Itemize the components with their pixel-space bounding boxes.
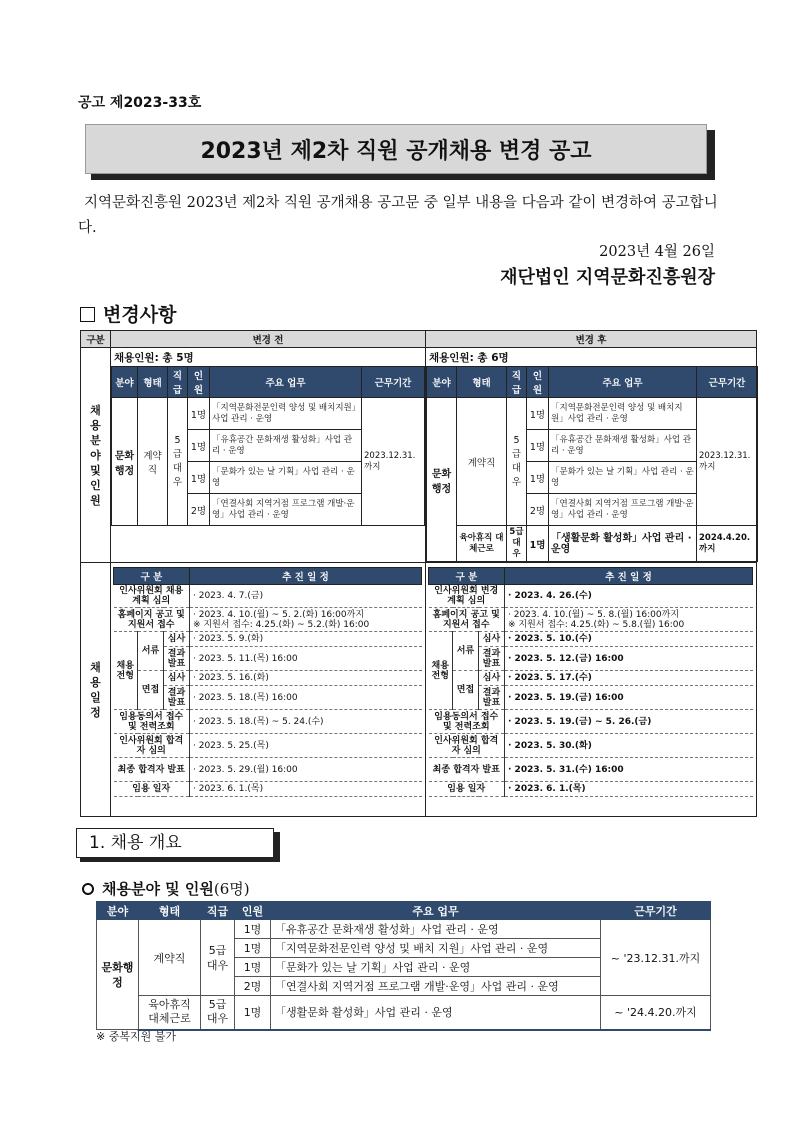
b-announce: · 2023. 4. 10.(월) ~ 5. 2.(화) 16:00까지 — [193, 609, 365, 620]
b-pass-label: 인사위원회 합격자 심의 — [114, 734, 190, 758]
intro-paragraph: 지역문화진흥원 2023년 제2차 직원 공개채용 공고문 중 일부 내용을 다음과 같이 변경하여 공고합니다. — [78, 195, 718, 236]
after-schedule-table — [428, 567, 753, 797]
b-doc-result-label: 결과발표 — [164, 647, 190, 671]
ov-count-2: 1명 — [235, 939, 271, 958]
b-int-review: · 2023. 5. 16.(화) — [190, 671, 422, 686]
b-doc-review-label: 심사 — [164, 632, 190, 647]
b-appoint: · 2023. 6. 1.(목) — [190, 782, 422, 797]
before-sched-h2: 추 진 일 정 — [190, 568, 422, 585]
b-doc-result: · 2023. 5. 11.(목) 16:00 — [190, 647, 422, 671]
b-consent: · 2023. 5. 18.(목) ~ 5. 24.(수) — [190, 710, 422, 734]
a-doc-review-label: 심사 — [479, 632, 505, 647]
ov-count-4: 2명 — [235, 977, 271, 996]
after-count-3: 1명 — [527, 462, 549, 494]
after-type: 계약직 — [457, 398, 507, 526]
ov-extra-count: 1명 — [235, 996, 271, 1030]
ov-extra-task: 「생활문화 활성화」사업 관리 · 운영 — [271, 996, 601, 1030]
row-label-schedule-text: 채용일정 — [90, 660, 101, 719]
row-label-recruit-text: 채용분야 및 인원 — [90, 403, 101, 507]
after-field: 문화행정 — [427, 398, 457, 562]
after-sched-h2: 추 진 일 정 — [505, 568, 753, 585]
ov-grade: 5급대우 — [201, 920, 235, 996]
b-committee: · 2023. 4. 7.(금) — [190, 585, 422, 608]
added-grade: 5급대우 — [507, 526, 527, 562]
before-task-1: 「지역문화전문인력 양성 및 배치지원」사업 관리 · 운영 — [210, 398, 362, 430]
row-label-recruit — [81, 348, 111, 563]
ov-period: ~ '23.12.31.까지 — [601, 920, 711, 996]
section1-subheading — [82, 878, 250, 899]
after-recruit-cell — [426, 348, 757, 563]
h-field-after: 분야 — [427, 367, 457, 398]
a-committee-label: 인사위원회 변경계획 심의 — [429, 585, 505, 608]
after-count-2: 1명 — [527, 430, 549, 462]
a-pass: · 2023. 5. 30.(화) — [505, 734, 753, 758]
footnote: ※ 중복지원 불가 — [96, 1030, 176, 1043]
before-field: 문화행정 — [112, 398, 138, 526]
title-banner — [85, 124, 715, 180]
document-title: 2023년 제2차 직원 공개채용 변경 공고 — [85, 124, 707, 174]
ov-h-field: 분야 — [97, 902, 139, 920]
ov-count-3: 1명 — [235, 958, 271, 977]
h-type: 형태 — [138, 367, 168, 398]
before-task-4: 「연결사회 지역거점 프로그램 개발·운영」사업 관리 · 운영 — [210, 494, 362, 526]
a-appoint: · 2023. 6. 1.(목) — [505, 782, 753, 797]
changes-heading-text: 변경사항 — [103, 304, 177, 326]
b-int-result: · 2023. 5. 18.(목) 16:00 — [190, 686, 422, 710]
a-int-review-label: 심사 — [479, 671, 505, 686]
ov-task-4: 「연결사회 지역거점 프로그램 개발·운영」사업 관리 · 운영 — [271, 977, 601, 996]
issuer-name: 재단법인 지역문화진흥원장 — [500, 267, 715, 288]
a-consent: · 2023. 5. 19.(금) ~ 5. 26.(금) — [505, 710, 753, 734]
changes-table — [80, 330, 757, 817]
section1-title: 1. 채용 개요 — [76, 828, 274, 858]
a-final-label: 최종 합격자 발표 — [429, 758, 505, 782]
before-recruit-count: 채용인원: 총 5명 — [114, 352, 194, 364]
h-task-after: 주요 업무 — [549, 367, 697, 398]
a-announce: · 2023. 4. 10.(월) ~ 5. 8.(월) 16:00까지 — [508, 609, 680, 620]
before-count-4: 2명 — [188, 494, 210, 526]
h-field: 분야 — [112, 367, 138, 398]
ov-h-period: 근무기간 — [601, 902, 711, 920]
col-before: 변경 전 — [111, 331, 426, 348]
a-committee: · 2023. 4. 26.(수) — [505, 585, 753, 608]
before-schedule-cell — [111, 563, 426, 817]
ov-extra-type: 육아휴직 대체근로 — [139, 996, 201, 1030]
before-count-3: 1명 — [188, 462, 210, 494]
a-doc-review: · 2023. 5. 10.(수) — [505, 632, 753, 647]
after-task-3: 「문화가 있는 날 기획」사업 관리 · 운영 — [549, 462, 697, 494]
a-pass-label: 인사위원회 합격자 심의 — [429, 734, 505, 758]
b-int-review-label: 심사 — [164, 671, 190, 686]
changes-heading — [80, 300, 176, 327]
overview-table — [96, 901, 711, 1031]
b-committee-label: 인사위원회 채용계획 심의 — [114, 585, 190, 608]
before-task-2: 「유휴공간 문화재생 활성화」사업 관리 · 운영 — [210, 430, 362, 462]
after-sched-h1: 구 분 — [429, 568, 505, 585]
b-appoint-label: 임용 일자 — [114, 782, 190, 797]
h-period-after: 근무기간 — [697, 367, 758, 398]
b-final: · 2023. 5. 29.(월) 16:00 — [190, 758, 422, 782]
section1-sub-text: 채용분야 및 인원 — [102, 880, 214, 898]
notice-number: 공고 제2023-33호 — [78, 95, 202, 111]
h-task: 주요 업무 — [210, 367, 362, 398]
after-grade: 5급대우 — [507, 398, 527, 526]
col-category: 구분 — [81, 331, 111, 348]
checkbox-square-icon — [80, 307, 95, 322]
added-task: 「생활문화 활성화」사업 관리 · 운영 — [549, 526, 697, 562]
a-announce-note: ※ 지원서 접수: 4.25.(화) ~ 5.8.(월) 16:00 — [508, 619, 685, 630]
before-count-2: 1명 — [188, 430, 210, 462]
a-int-review: · 2023. 5. 17.(수) — [505, 671, 753, 686]
a-doc-label: 서류 — [453, 632, 479, 671]
section1-sub-count: (6명) — [213, 880, 250, 898]
after-recruit-count: 채용인원: 총 6명 — [429, 352, 509, 364]
ov-extra-grade: 5급대우 — [201, 996, 235, 1030]
ov-h-count: 인원 — [235, 902, 271, 920]
section1-heading — [76, 828, 280, 862]
after-schedule-cell — [426, 563, 757, 817]
a-int-result: · 2023. 5. 19.(금) 16:00 — [505, 686, 753, 710]
b-int-result-label: 결과발표 — [164, 686, 190, 710]
after-period: 2023.12.31.까지 — [697, 398, 758, 526]
added-type: 육아휴직 대체근로 — [457, 526, 507, 562]
a-doc-result-label: 결과발표 — [479, 647, 505, 671]
b-process-label: 채용전형 — [114, 632, 138, 710]
added-count: 1명 — [527, 526, 549, 562]
notice-date: 2023년 4월 26일 — [599, 244, 715, 260]
a-appoint-label: 임용 일자 — [429, 782, 505, 797]
added-period: 2024.4.20.까지 — [697, 526, 758, 562]
b-announce-cell — [190, 608, 422, 632]
before-period: 2023.12.31.까지 — [362, 398, 425, 526]
ov-task-3: 「문화가 있는 날 기획」사업 관리 · 운영 — [271, 958, 601, 977]
ov-h-type: 형태 — [139, 902, 201, 920]
col-after: 변경 후 — [426, 331, 757, 348]
b-consent-label: 임용동의서 접수 및 전력조회 — [114, 710, 190, 734]
ov-h-task: 주요 업무 — [271, 902, 601, 920]
before-type: 계약직 — [138, 398, 168, 526]
after-recruit-table — [426, 366, 758, 562]
after-task-4: 「연결사회 지역거점 프로그램 개발·운영」사업 관리 · 운영 — [549, 494, 697, 526]
before-recruit-cell — [111, 348, 426, 563]
circle-bullet-icon — [82, 883, 94, 895]
before-count-1: 1명 — [188, 398, 210, 430]
ov-count-1: 1명 — [235, 920, 271, 939]
a-int-label: 면접 — [453, 671, 479, 710]
before-task-3: 「문화가 있는 날 기획」사업 관리 · 운영 — [210, 462, 362, 494]
b-doc-review: · 2023. 5. 9.(화) — [190, 632, 422, 647]
h-count: 인원 — [188, 367, 210, 398]
a-process-label: 채용전형 — [429, 632, 453, 710]
after-task-1: 「지역문화전문인력 양성 및 배치지원」사업 관리 · 운영 — [549, 398, 697, 430]
before-grade: 5급대우 — [168, 398, 188, 526]
ov-task-2: 「지역문화전문인력 양성 및 배치 지원」사업 관리 · 운영 — [271, 939, 601, 958]
after-count-4: 2명 — [527, 494, 549, 526]
a-int-result-label: 결과발표 — [479, 686, 505, 710]
b-announce-note: ※ 지원서 접수: 4.25.(화) ~ 5.2.(화) 16:00 — [193, 619, 370, 630]
h-period: 근무기간 — [362, 367, 425, 398]
b-final-label: 최종 합격자 발표 — [114, 758, 190, 782]
ov-task-1: 「유휴공간 문화재생 활성화」사업 관리 · 운영 — [271, 920, 601, 939]
b-pass: · 2023. 5. 25.(목) — [190, 734, 422, 758]
a-final: · 2023. 5. 31.(수) 16:00 — [505, 758, 753, 782]
before-sched-h1: 구 분 — [114, 568, 190, 585]
after-count-1: 1명 — [527, 398, 549, 430]
b-doc-label: 서류 — [138, 632, 164, 671]
h-count-after: 인원 — [527, 367, 549, 398]
row-label-schedule — [81, 563, 111, 817]
ov-type: 계약직 — [139, 920, 201, 996]
ov-field: 문화행정 — [97, 920, 139, 1030]
ov-h-grade: 직급 — [201, 902, 235, 920]
ov-extra-period: ~ '24.4.20.까지 — [601, 996, 711, 1030]
h-grade-after: 직급 — [507, 367, 527, 398]
h-grade: 직급 — [168, 367, 188, 398]
b-int-label: 면접 — [138, 671, 164, 710]
a-announce-cell — [505, 608, 753, 632]
a-doc-result: · 2023. 5. 12.(금) 16:00 — [505, 647, 753, 671]
b-announce-label: 홈페이지 공고 및 지원서 접수 — [114, 608, 190, 632]
h-type-after: 형태 — [457, 367, 507, 398]
a-announce-label: 홈페이지 공고 및 지원서 접수 — [429, 608, 505, 632]
before-schedule-table — [113, 567, 422, 797]
after-task-2: 「유휴공간 문화재생 활성화」사업 관리 · 운영 — [549, 430, 697, 462]
a-consent-label: 임용동의서 접수 및 전력조회 — [429, 710, 505, 734]
before-recruit-table — [111, 366, 425, 526]
